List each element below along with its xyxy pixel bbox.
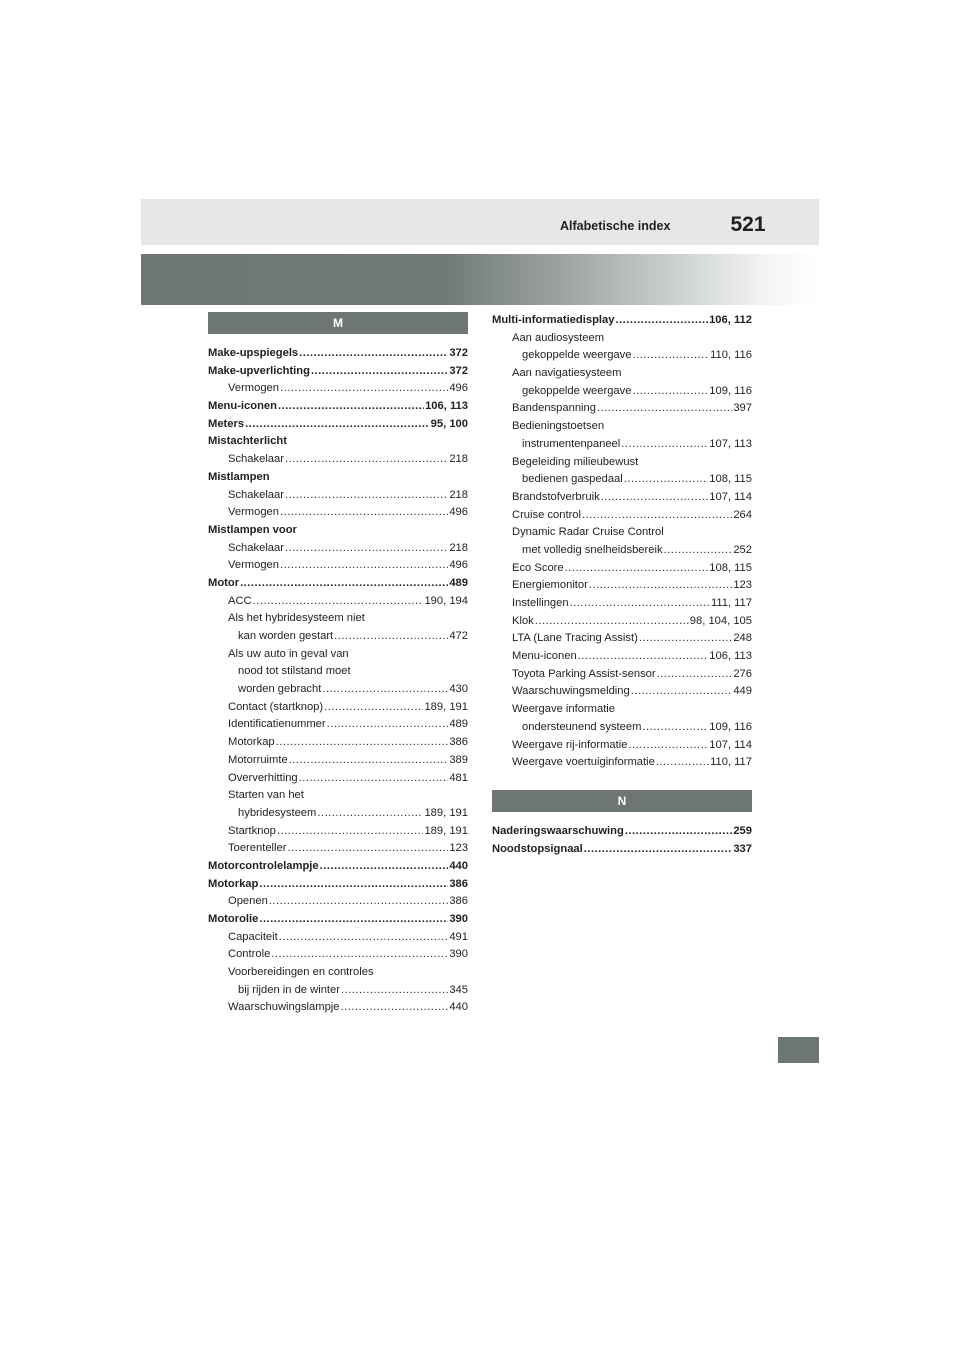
entry-page-ref[interactable]: 218 [449, 453, 468, 466]
entry-term: Contact (startknop) [228, 700, 324, 713]
entry-page-ref[interactable]: 440 [449, 1001, 468, 1014]
entry-page-ref[interactable]: 106, 113 [709, 650, 752, 663]
dot-leader [311, 363, 448, 381]
dot-leader [277, 823, 424, 841]
dot-leader [285, 540, 448, 558]
index-entry [492, 613, 752, 631]
dot-leader [341, 999, 449, 1017]
index-entry [208, 469, 468, 487]
index-entry [208, 858, 468, 876]
index-entry [208, 646, 468, 664]
index-entry [492, 841, 752, 859]
index-entry [208, 681, 468, 699]
entry-term: Als uw auto in geval van [228, 647, 349, 660]
dot-leader [280, 557, 448, 575]
entry-page-ref[interactable]: 372 [449, 347, 468, 359]
index-entry [208, 433, 468, 451]
entry-term: Brandstofverbruik [512, 490, 600, 503]
index-entry [208, 487, 468, 505]
entry-page-ref[interactable]: 106, 113 [425, 400, 468, 413]
dot-leader [642, 719, 708, 737]
entry-page-ref[interactable]: 337 [733, 842, 752, 855]
index-entry [208, 911, 468, 929]
entry-term: bedienen gaspedaal [522, 473, 623, 486]
entry-term: Oververhitting [228, 771, 298, 784]
entry-term: Eco Score [512, 561, 564, 574]
entry-term: Capaciteit [228, 930, 278, 943]
index-entry [208, 805, 468, 823]
entry-page-ref[interactable]: 472 [449, 630, 468, 642]
entry-term: Mistlampen [208, 470, 270, 483]
dot-leader [280, 504, 448, 522]
entry-term: Motorcontrolelampje [208, 859, 319, 872]
entry-page-ref[interactable]: 110, 116 [710, 349, 752, 362]
entry-page-ref[interactable]: 449 [733, 685, 752, 698]
entry-term: Make-upverlichting [208, 364, 310, 377]
entry-page-ref[interactable]: 259 [733, 824, 752, 837]
index-entry [208, 345, 468, 363]
dot-leader [299, 345, 448, 363]
index-entry [208, 716, 468, 734]
index-entry [208, 557, 468, 575]
entry-page-ref[interactable]: 496 [449, 506, 468, 519]
entry-term: Identificatienummer [228, 718, 326, 731]
entry-page-ref[interactable]: 95, 100 [430, 417, 468, 430]
entry-term: instrumentenpaneel [522, 437, 621, 450]
dot-leader [615, 312, 708, 330]
entry-page-ref[interactable]: 109, 116 [709, 384, 752, 397]
entry-term: Voorbereidingen en controles [228, 966, 374, 979]
index-column-left [208, 312, 468, 1017]
entry-page-ref[interactable]: 110, 117 [710, 756, 752, 769]
dot-leader [280, 380, 448, 398]
entry-page-ref[interactable]: 389 [449, 753, 468, 766]
entry-page-ref[interactable]: 218 [449, 541, 468, 554]
entry-page-ref[interactable]: 189, 191 [424, 824, 468, 837]
index-entry [208, 752, 468, 770]
index-list [492, 823, 752, 858]
entry-term: Schakelaar [228, 541, 284, 554]
dot-leader [320, 858, 449, 876]
entry-term: Toerenteller [228, 842, 287, 855]
index-list [208, 345, 468, 1017]
entry-page-ref[interactable]: 189, 191 [424, 806, 468, 819]
entry-term: Naderingswaarschuwing [492, 824, 624, 837]
index-entry [492, 330, 752, 348]
entry-page-ref[interactable]: 107, 114 [709, 738, 752, 751]
entry-term: Motorkap [228, 736, 275, 749]
entry-term: Menu-iconen [208, 400, 277, 413]
index-entry [492, 347, 752, 365]
index-entry [492, 507, 752, 525]
index-entry [492, 471, 752, 489]
entry-page-ref[interactable]: 489 [449, 718, 468, 731]
entry-term: Weergave rij-informatie [512, 738, 628, 751]
index-entry [492, 701, 752, 719]
dot-leader [341, 982, 448, 1000]
entry-term: Waarschuwingslampje [228, 1001, 340, 1014]
entry-page-ref[interactable]: 390 [449, 913, 468, 925]
dot-leader [334, 628, 448, 646]
dot-leader [589, 577, 732, 595]
entry-page-ref[interactable]: 98, 104, 105 [689, 614, 752, 627]
dot-leader [327, 716, 449, 734]
index-entry [208, 999, 468, 1017]
index-entry [208, 964, 468, 982]
dot-leader [621, 436, 708, 454]
index-entry [492, 383, 752, 401]
index-entry [492, 577, 752, 595]
entry-term: Motor [208, 576, 240, 589]
index-entry [208, 787, 468, 805]
entry-term: Aan navigatiesysteem [512, 367, 622, 380]
entry-term: gekoppelde weergave [522, 349, 632, 362]
entry-page-ref[interactable]: 109, 116 [709, 720, 752, 733]
entry-page-ref[interactable]: 489 [449, 576, 468, 589]
index-entry [492, 365, 752, 383]
index-entry [492, 400, 752, 418]
dot-leader [597, 400, 732, 418]
entry-page-ref[interactable]: 440 [449, 859, 468, 872]
entry-page-ref[interactable]: 248 [733, 632, 752, 645]
entry-term: Starten van het [228, 789, 304, 802]
entry-term: kan worden gestart [238, 630, 334, 642]
index-entry [492, 737, 752, 755]
entry-page-ref[interactable]: 107, 114 [709, 490, 752, 503]
dot-leader [624, 471, 709, 489]
entry-page-ref[interactable]: 123 [733, 579, 752, 592]
entry-page-ref[interactable]: 106, 112 [709, 314, 752, 326]
dot-leader [322, 681, 448, 699]
entry-page-ref[interactable]: 430 [449, 683, 468, 696]
index-entry [208, 628, 468, 646]
index-entry [208, 823, 468, 841]
index-entry [208, 663, 468, 681]
entry-page-ref[interactable]: 108, 115 [709, 473, 752, 486]
dot-leader [285, 487, 448, 505]
index-entry [208, 876, 468, 894]
entry-term: Begeleiding milieubewust [512, 455, 639, 468]
entry-page-ref[interactable]: 386 [449, 895, 468, 908]
index-entry [208, 946, 468, 964]
entry-term: bij rijden in de winter [238, 983, 340, 996]
index-entry [492, 489, 752, 507]
index-entry [208, 734, 468, 752]
dot-leader [656, 754, 709, 772]
index-entry [208, 451, 468, 469]
index-entry [208, 929, 468, 947]
dot-leader [253, 593, 424, 611]
index-entry [492, 683, 752, 701]
entry-term: Schakelaar [228, 488, 284, 501]
index-entry [492, 754, 752, 772]
index-entry [492, 418, 752, 436]
decorative-gradient-band [141, 254, 819, 305]
index-entry [208, 522, 468, 540]
dot-leader [625, 823, 733, 841]
dot-leader [582, 507, 732, 525]
entry-term: Weergave voertuiginformatie [512, 756, 655, 769]
index-entry [492, 719, 752, 737]
index-entry [492, 524, 752, 542]
dot-leader [317, 805, 423, 823]
index-entry [492, 630, 752, 648]
dot-leader [287, 840, 448, 858]
dot-leader [279, 929, 449, 947]
chapter-side-tab [778, 1037, 819, 1063]
entry-term: Weergave informatie [512, 703, 616, 716]
dot-leader [570, 595, 710, 613]
entry-page-ref[interactable]: 496 [449, 559, 468, 572]
entry-term: Menu-iconen [512, 650, 577, 663]
entry-term: Toyota Parking Assist-sensor [512, 667, 656, 680]
index-entry [492, 312, 752, 330]
entry-term: Controle [228, 948, 271, 961]
index-entry [492, 454, 752, 472]
entry-page-ref[interactable]: 108, 115 [709, 561, 752, 574]
page-number: 521 [730, 213, 766, 236]
index-list [492, 312, 752, 772]
dot-leader [535, 613, 689, 631]
dot-leader [664, 542, 733, 560]
entry-page-ref[interactable]: 386 [449, 877, 468, 890]
entry-term: Klok [512, 614, 534, 627]
entry-term: Bandenspanning [512, 402, 596, 415]
index-entry [208, 770, 468, 788]
entry-term: Als het hybridesysteem niet [228, 612, 365, 625]
dot-leader [269, 893, 449, 911]
dot-leader [299, 770, 449, 788]
dot-leader [639, 630, 733, 648]
entry-term: Bedieningstoetsen [512, 420, 605, 433]
index-entry [208, 610, 468, 628]
section-header-n: N [492, 790, 752, 812]
entry-term: Aan audiosysteem [512, 331, 605, 344]
index-entry [208, 593, 468, 611]
entry-page-ref[interactable]: 190, 194 [424, 594, 468, 607]
entry-term: Motorruimte [228, 753, 288, 766]
index-entry [208, 982, 468, 1000]
index-entry [492, 823, 752, 841]
entry-page-ref[interactable]: 107, 113 [709, 437, 752, 450]
entry-term: Startknop [228, 824, 276, 837]
index-entry [492, 595, 752, 613]
dot-leader [632, 347, 709, 365]
dot-leader [245, 416, 430, 434]
entry-term: Meters [208, 417, 245, 430]
index-entry [492, 560, 752, 578]
index-entry [208, 840, 468, 858]
index-entry [208, 363, 468, 381]
dot-leader [584, 841, 733, 859]
entry-term: Schakelaar [228, 453, 284, 466]
entry-page-ref[interactable]: 491 [449, 930, 468, 943]
dot-leader [240, 575, 448, 593]
entry-term: Motorkap [208, 877, 259, 890]
entry-page-ref[interactable]: 390 [449, 948, 468, 961]
entry-page-ref[interactable]: 481 [449, 771, 468, 784]
entry-term: hybridesysteem [238, 806, 317, 819]
entry-term: Mistlampen voor [208, 523, 297, 536]
entry-page-ref[interactable]: 276 [733, 667, 752, 680]
entry-term: ondersteunend systeem [522, 720, 642, 733]
entry-term: ACC [228, 594, 252, 607]
dot-leader [632, 383, 708, 401]
entry-term: Mistachterlicht [208, 435, 287, 448]
dot-leader [271, 946, 448, 964]
index-entry [208, 575, 468, 593]
dot-leader [259, 876, 448, 894]
entry-term: Multi-informatiedisplay [492, 314, 615, 326]
entry-term: Make-upspiegels [208, 347, 299, 359]
entry-term: Motorolie [208, 913, 259, 925]
entry-term: Dynamic Radar Cruise Control [512, 526, 664, 539]
index-entry [208, 504, 468, 522]
dot-leader [601, 489, 709, 507]
dot-leader [289, 752, 449, 770]
index-entry [208, 540, 468, 558]
index-entry [208, 893, 468, 911]
entry-term: nood tot stilstand moet [238, 665, 351, 678]
entry-term: met volledig snelheidsbereik [522, 543, 663, 556]
entry-term: worden gebracht [238, 683, 322, 696]
dot-leader [285, 451, 448, 469]
entry-page-ref[interactable]: 372 [449, 364, 468, 377]
entry-term: Cruise control [512, 508, 582, 521]
entry-term: LTA (Lane Tracing Assist) [512, 632, 638, 645]
entry-page-ref[interactable]: 345 [449, 983, 468, 996]
entry-page-ref[interactable]: 123 [449, 842, 468, 855]
dot-leader [565, 560, 709, 578]
dot-leader [657, 666, 733, 684]
index-entry [492, 648, 752, 666]
dot-leader [324, 699, 423, 717]
entry-page-ref[interactable]: 386 [449, 736, 468, 749]
index-entry [208, 416, 468, 434]
entry-term: Energiemonitor [512, 579, 588, 592]
entry-term: Openen [228, 895, 268, 908]
section-header-m: M [208, 312, 468, 334]
dot-leader [259, 911, 448, 929]
entry-term: Waarschuwingsmelding [512, 685, 630, 698]
dot-leader [278, 398, 424, 416]
entry-page-ref[interactable]: 397 [733, 402, 752, 415]
entry-term: Noodstopsignaal [492, 842, 583, 855]
entry-term: Vermogen [228, 382, 279, 395]
entry-page-ref[interactable]: 264 [733, 508, 752, 521]
index-column-right [492, 312, 752, 858]
entry-page-ref[interactable]: 111, 117 [710, 597, 752, 609]
entry-term: Vermogen [228, 559, 279, 572]
entry-page-ref[interactable]: 189, 191 [424, 700, 468, 713]
index-entry [208, 699, 468, 717]
entry-term: Vermogen [228, 506, 279, 519]
dot-leader [578, 648, 709, 666]
dot-leader [276, 734, 449, 752]
index-entry [492, 542, 752, 560]
index-entry [492, 666, 752, 684]
dot-leader [628, 737, 708, 755]
entry-term: gekoppelde weergave [522, 384, 632, 397]
dot-leader [631, 683, 733, 701]
index-entry [208, 398, 468, 416]
index-entry [208, 380, 468, 398]
index-entry [492, 436, 752, 454]
chapter-title: Alfabetische index [560, 219, 671, 233]
entry-page-ref[interactable]: 218 [449, 488, 468, 501]
entry-term: Instellingen [512, 597, 569, 609]
entry-page-ref[interactable]: 252 [733, 543, 752, 556]
entry-page-ref[interactable]: 496 [449, 382, 468, 395]
